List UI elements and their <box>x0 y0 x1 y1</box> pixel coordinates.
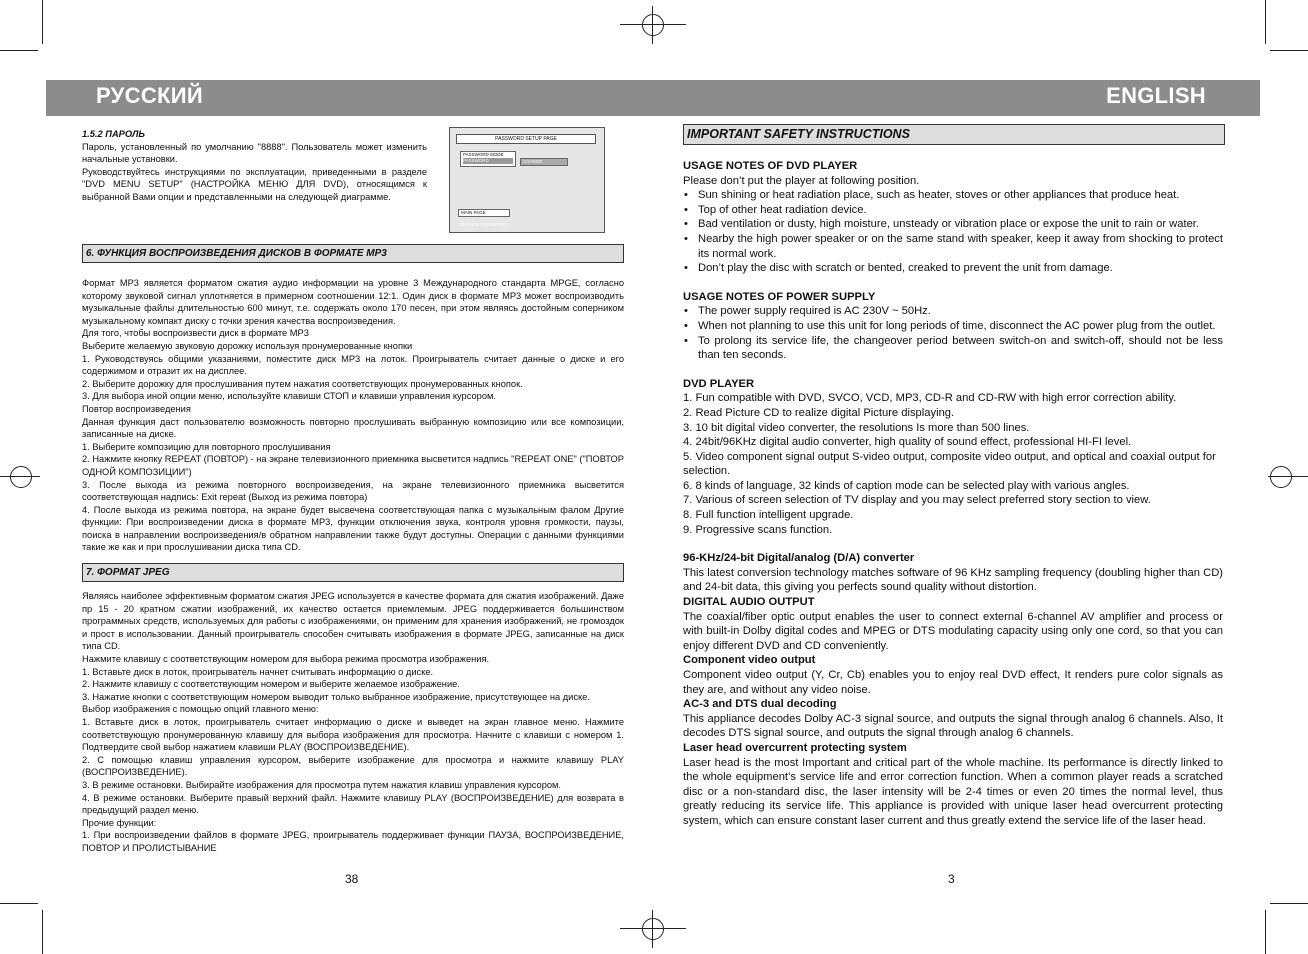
dvd-player-title: DVD PLAYER <box>683 377 755 390</box>
mp3-section-title: 6. ФУНКЦИЯ ВОСПРОИЗВЕДЕНИЯ ДИСКОВ В ФОРМАТЕ MP3 <box>82 244 624 263</box>
crop-mark <box>0 50 38 51</box>
crop-mark <box>42 910 43 954</box>
paragraph: 7. Various of screen selection of TV display and you may select preferred story section to view. <box>683 494 1151 507</box>
registration-mark <box>642 14 664 36</box>
safety-section-title: IMPORTANT SAFETY INSTRUCTIONS <box>683 124 1225 145</box>
paragraph: 8. Full function intelligent upgrade. <box>683 509 854 522</box>
bullet-item: • When not planning to use this unit for long periods of time, disconnect the AC power plug from the outlet. <box>683 319 1223 334</box>
paragraph: 2. Выберите дорожку для прослушивания путем нажатия соответствующих пронумерованных кнопок. <box>82 378 523 389</box>
paragraph: Повтор воспроизведения <box>82 403 191 414</box>
usage-power-list <box>683 304 1223 362</box>
bullet-item: • The power supply required is AC 230V ~ 50Hz. <box>683 304 1223 319</box>
registration-mark <box>1270 466 1292 488</box>
crop-mark <box>1270 50 1308 51</box>
page-number-left: 38 <box>345 872 359 886</box>
paragraph: Формат MP3 является форматом сжатия аудио информации на уровне 3 Международного стандарта MPGE, согласно которому звуковой сигнал уплотняется в примерном соотношении 12:1. Один диск в формате MP3 может воспроизводить музыкальные файлы длительностью 600 минут, т.е. содержать около 170 песен, при этом являясь достойным соперником музыкальному компакт диску с точки зрения качества воспроизведения. <box>82 278 624 326</box>
paragraph: Являясь наиболее эффективным форматом сжатия JPEG используется в качестве формата для сжатия изображений. Даже пр 15 - 20 кратном сжатии изображений, их качество остается приемлемым. JPEG поддерживается большинством программных средств, используемых для работы с изображениями, он применим для хранения изображений, не громоздок и прост в использовании. Данный проигрыватель способен считывать изображения в формате JPEG, записанные на диск типа CD. <box>82 591 624 652</box>
password-section <box>82 128 427 204</box>
screen-password-item: PASSWORD <box>463 158 513 164</box>
converter-text: This latest conversion technology matches software of 96 KHz sampling frequency (doubling higher than CD) and 24-bit data, this giving you perfects sound quality without distortion. <box>683 566 1223 594</box>
bullet-item: • Don’t play the disc with scratch or bented, creaked to prevent the unit from damage. <box>683 261 1223 276</box>
safety-instructions-column <box>683 124 1223 829</box>
paragraph: 2. Нажмите кнопку REPEAT (ПОВТОР) - на экране телевизионного приемника высветится надпись "REPEAT ONE" ("ПОВТОР ОДНОЙ КОМПОЗИЦИИ") <box>82 454 624 477</box>
paragraph: Данная функция даст пользователю возможность повторно прослушивать выбранную композицию или все композиции, записанные на диске. <box>82 416 624 440</box>
header-bar <box>46 80 1260 116</box>
crop-mark <box>0 903 38 904</box>
usage-dvd-title: USAGE NOTES OF DVD PLAYER <box>683 160 858 172</box>
usage-dvd-intro: Please don’t put the player at following position. <box>683 174 920 187</box>
component-video-output-title: Component video output <box>683 654 816 667</box>
paragraph: 2. Нажмите клавишу с соответствующим номером и выберите желаемое изображение. <box>82 679 460 690</box>
digital-audio-output-text: The coaxial/fiber optic output enables the user to connect external 6-channel AV amplifier and process or with built-in Dolby digital codes and MPEG or DTS modulating capacity using only one cord, so that you can enjoy different DVD and CD conveniently. <box>683 610 1223 652</box>
page-number-right: 3 <box>948 872 955 886</box>
paragraph: 3. 10 bit digital video converter, the resolutions Is more than 500 lines. <box>683 421 1030 434</box>
screen-main-page: MAIN PAGE <box>458 209 510 217</box>
paragraph: Выберите желаемую звуковую дорожку используя пронумерованные кнопки <box>82 340 413 351</box>
crop-mark <box>1268 476 1308 477</box>
ac3-dts-title: AC-3 and DTS dual decoding <box>683 698 837 711</box>
password-title: 1.5.2 ПАРОЛЬ <box>82 129 145 139</box>
password-paragraph: Руководствуйтесь инструкциями по эксплуатации, приведенными в разделе "DVD MENU SETUP" (НАСТРОЙКА МЕНЮ ДЛЯ DVD), относящимся к выбранной Вами опции и представленными на следующей диаграмме. <box>82 166 427 202</box>
bullet-item: • To prolong its service life, the changeover period between switch-on and switch-off, should not be less than ten seconds. <box>683 334 1223 363</box>
paragraph: 1. Fun compatible with DVD, SVCO, VCD, MP3, CD-R and CD-RW with high error correction ability. <box>683 392 1177 405</box>
paragraph: 1. Выберите композицию для повторного прослушивания <box>82 441 331 452</box>
language-title-english: ENGLISH <box>1106 83 1206 108</box>
paragraph: 4. После выхода из режима повтора, на экране будет высвечена соответствующая папка с музыкальным фалом Другие функции: При воспроизведении диска в формате MP3, функции отключения звука, контроля уровня громкости, паузы, поиска в направлении воспроизведения/в обратном направлении также будут доступны. Операции с данными функциями такие же как и при прослушивании диска типа CD. <box>82 504 624 553</box>
crop-mark <box>1265 0 1266 44</box>
registration-mark <box>642 918 664 940</box>
crop-mark <box>620 24 686 25</box>
paragraph: Нажмите клавишу с соответствующим номером для выбора режима просмотра изображения. <box>82 653 490 664</box>
screen-title: PASSWORD SETUP PAGE <box>456 134 596 144</box>
paragraph: Прочие функции: <box>82 817 157 828</box>
crop-mark <box>42 0 43 44</box>
jpeg-section-title: 7. ФОРМАТ JPEG <box>82 563 624 582</box>
bullet-item: • Bad ventilation or dusty, high moisture, unsteady or vibration place or expose the unit to rain or water. <box>683 217 1223 232</box>
paragraph: 2. С помощью клавиш управления курсором, выберите изображение для просмотра и нажмите клавишу PLAY (ВОСПРОИЗВЕДЕНИЕ). <box>82 754 624 778</box>
paragraph: 4. 24bit/96KHz digital audio converter, high quality of sound effect, professional HI-FI level. <box>683 436 1132 449</box>
laser-head-title: Laser head overcurrent protecting system <box>683 741 907 754</box>
screen-password-mode-box <box>460 151 516 167</box>
paragraph: 6. 8 kinds of language, 32 kinds of caption mode can be selected play with various angles. <box>683 479 1130 492</box>
paragraph: 1. При воспроизведении файлов в формате JPEG, проигрыватель поддерживает функции ПАУЗА, ВОСПРОИЗВЕДЕНИЕ, ПОВТОР И ПРОЛИСТЫВАНИЕ <box>82 830 624 853</box>
crop-mark <box>1265 910 1266 954</box>
mp3-section <box>82 244 624 554</box>
paragraph: Выбор изображения с помощью опций главного меню: <box>82 704 319 715</box>
crop-mark <box>620 928 686 929</box>
screen-footer: CHANGE PASSWORD <box>460 222 507 227</box>
bullet-item: • Nearby the high power speaker or on the same stand with speaker, keep it away from shocking to protect its normal work. <box>683 232 1223 261</box>
paragraph: 1. Руководствуясь общими указаниями, поместите диск MP3 на лоток. Проигрыватель считает данные о диске и его содержимом и отразит их на дисплее. <box>82 353 624 377</box>
paragraph: 3. После выхода из режима повторного воспроизведения, на экране телевизионного приемника высветится соответствующая надпись: Exit repeat (Выход из режима повтора) <box>82 479 624 503</box>
crop-mark <box>652 910 653 948</box>
paragraph: 3. Нажатие кнопки с соответствующим номером выводит только выбранное изображение, присутствующее на диске. <box>82 691 590 702</box>
crop-mark <box>1270 903 1308 904</box>
usage-power-title: USAGE NOTES OF POWER SUPPLY <box>683 290 876 303</box>
crop-mark <box>652 6 653 44</box>
paragraph: 3. Для выбора иной опции меню, используйте клавиши СТОП и клавиши управления курсором. <box>82 391 496 402</box>
screen-change-item: CHANGE <box>520 158 568 166</box>
paragraph: 1. Вставьте диск в лоток, проигрыватель считает информацию о диске и выведет на экран главное меню. Нажмите соответствующую пронумерованную клавишу для выбора изображения для просмотра. Начните с клавиши с номером 1. Подтвердите свой выбор нажатием клавиши PLAY (ВОСПРОИЗВЕДЕНИЕ). <box>82 716 624 753</box>
paragraph: 2. Read Picture CD to realize digital Picture displaying. <box>683 406 955 419</box>
paragraph: 1. Вставьте диск в лоток, проигрыватель начнет считывать информацию о диске. <box>82 666 434 677</box>
converter-title: 96-KHz/24-bit Digital/analog (D/A) converter <box>683 552 915 565</box>
jpeg-section <box>82 563 624 854</box>
registration-mark <box>10 466 32 488</box>
jpeg-body <box>82 590 624 854</box>
bullet-item: • Sun shining or heat radiation place, such as heater, stoves or other appliances that produce heat. <box>683 188 1223 203</box>
laser-head-text: Laser head is the most Important and critical part of the whole machine. Its performance is directly linked to the whole equipment’s service life and error correction function. When a common player reads a scratched disc or a non-standard disc, the laser intensity will be 2-4 times or even 20 times the normal level, thus greatly reducing its service life. This appliance is provided with unique laser head overcurrent protecting system, which can ensure constant laser current and thus greatly extend the service life of the laser head. <box>683 756 1223 827</box>
password-setup-screen-figure <box>449 127 605 233</box>
mp3-body <box>82 277 624 554</box>
crop-mark <box>0 476 40 477</box>
paragraph: 5. Video component signal output S-video output, composite video output, and optical and coaxial output for selection. <box>683 450 1216 478</box>
paragraph: 9. Progressive scans function. <box>683 523 833 536</box>
usage-dvd-list <box>683 188 1223 276</box>
screen-password-mode: PASSWORD MODE <box>463 152 504 157</box>
paragraph: 4. В режиме остановки. Выберите правый верхний файл. Нажмите клавишу PLAY (ВОСПРОИЗВЕДЕНИЕ) для возврата в предыдущий раздел меню. <box>82 792 624 816</box>
dvd-features-list <box>683 391 1223 537</box>
digital-audio-output-title: DIGITAL AUDIO OUTPUT <box>683 596 815 609</box>
component-video-output-text: Component video output (Y, Cr, Cb) enables you to enjoy real DVD effect, It renders pure color signals as they are, and without any video noise. <box>683 669 1223 696</box>
language-title-russian: РУССКИЙ <box>96 83 203 108</box>
bullet-item: • Top of other heat radiation device. <box>683 203 1223 218</box>
paragraph: 3. В режиме остановки. Выбирайте изображения для просмотра путем нажатия клавиш управления курсором. <box>82 779 562 790</box>
password-paragraph: Пароль, установленный по умолчанию "8888". Пользователь может изменить начальные установки. <box>82 141 427 165</box>
ac3-dts-text: This appliance decodes Dolby AC-3 signal source, and outputs the signal through analog 6 channels. Also, It decodes DTS signal source, and outputs the signal through analog 6 channels. <box>683 712 1223 740</box>
paragraph: Для того, чтобы воспроизвести диск в формате MP3 <box>82 328 309 339</box>
